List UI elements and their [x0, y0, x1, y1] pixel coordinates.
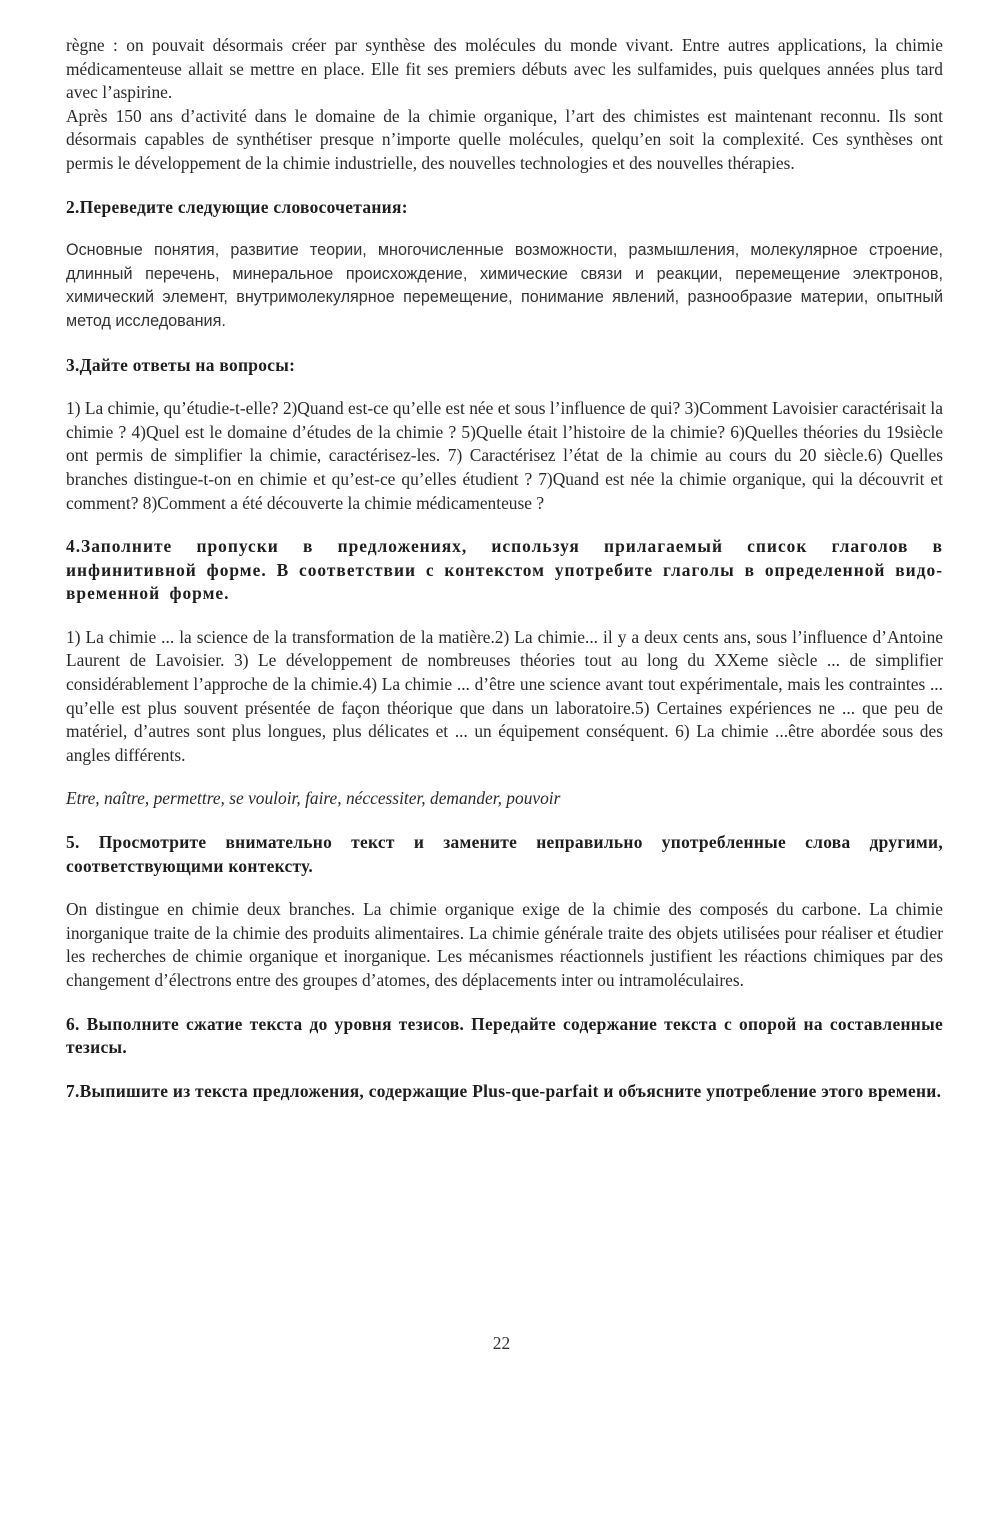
exercise-6-heading: 6. Выполните сжатие текста до уровня тезисов. Передайте содержание текста с опорой на составленные тезисы. [66, 1013, 943, 1058]
exercise-4-text: 1) La chimie ... la science de la transformation de la matière.2) La chimie... il y a deux cents ans, sous l’influence d’Antoine Laurent de Lavoisier. 3) Le développement de nombreuses théories tout au long du XXeme siècle ... de simplifier considérablement l’approche de la chimie.4) La chimie ... d’être une science avant tout expérimentale, mais les contraintes ... qu’elle est plus souvent présentée de façon théorique que dans un laboratoire.5) Certaines expériences ne ... que peu de matériel, d’autres sont plus longues, plus délicates et ... un équipement conséquent. 6) La chimie ...être abordée sous des angles différents. [66, 626, 943, 765]
intro-paragraph-1: règne : on pouvait désormais créer par synthèse des molécules du monde vivant. Entre autres applications, la chimie médicamenteuse allait se mettre en place. Elle fit ses premiers débuts avec les sulfamides, puis quelques années plus tard avec l’aspirine. [66, 35, 943, 103]
intro-paragraph-2: Après 150 ans d’activité dans le domaine de la chimie organique, l’art des chimistes est maintenant reconnu. Ils sont désormais capables de synthétiser presque n’importe quelle molécules, quelqu’en soit la complexité. Ces synthèses ont permis le développement de la chimie industrielle, des nouvelles technologies et des nouvelles thérapies. [66, 105, 943, 173]
exercise-4-verb-list: Etre, naître, permettre, se vouloir, faire, néccessiter, demander, pouvoir [66, 788, 561, 809]
exercise-7-heading: 7.Выпишите из текста предложения, содержащие Plus-que-parfait и объясните употребление этого времени. [66, 1080, 942, 1101]
exercise-2-heading: 2.Переведите следующие словосочетания: [66, 196, 408, 217]
exercise-5-text: On distingue en chimie deux branches. La chimie organique exige de la chimie des composés du carbone. La chimie inorganique traite de la chimie des produits alimentaires. La chimie générale traite des objets utilisées pour réaliser et étudier les recherches de chimie organique et inorganique. Les mécanismes réactionnels justifient les réactions chimiques par des changement d’électrons entre des groupes d’atomes, des déplacements inter ou intramoléculaires. [66, 899, 943, 990]
document-body [66, 34, 943, 1103]
exercise-5-heading: 5. Просмотрите внимательно текст и замените неправильно употребленные слова другими, соответствующими контексту. [66, 832, 943, 876]
exercise-4-heading: 4.Заполните пропуски в предложениях, используя прилагаемый список глаголов в инфинитивной форме. В соответствии с контекстом употребите глаголы в определенной видо-временной форме. [66, 536, 943, 604]
exercise-3-text: 1) La chimie, qu’étudie-t-elle? 2)Quand est-ce qu’elle est née et sous l’influence de qui? 3)Comment Lavoisier caractérisait la chimie ? 4)Quel est le domaine d’études de la chimie ? 5)Quelle était l’histoire de la chimie? 6)Quelles théories du 19siècle ont permis de simplifier la chimie, caractérisez-les. 7) Caractérisez l’état de la chimie au cours du 20 siècle.6) Quelles branches distingue-t-on en chimie et qu’est-ce qu’elles étudient ? 7)Quand est née la chimie organique, qui la découvrit et comment? 8)Comment a été découverte la chimie médicamenteuse ? [66, 398, 943, 513]
page-number: 22 [492, 1333, 511, 1353]
exercise-2-text: Основные понятия, развитие теории, многочисленные возможности, размышления, молекулярное строение, длинный перечень, минеральное происхождение, химические связи и реакции, перемещение электронов, химический элемент, внутримолекулярное перемещение, понимание явлений, разнообразие материи, опытный метод исследования. [66, 241, 943, 330]
exercise-3-heading: 3.Дайте ответы на вопросы: [66, 354, 296, 375]
